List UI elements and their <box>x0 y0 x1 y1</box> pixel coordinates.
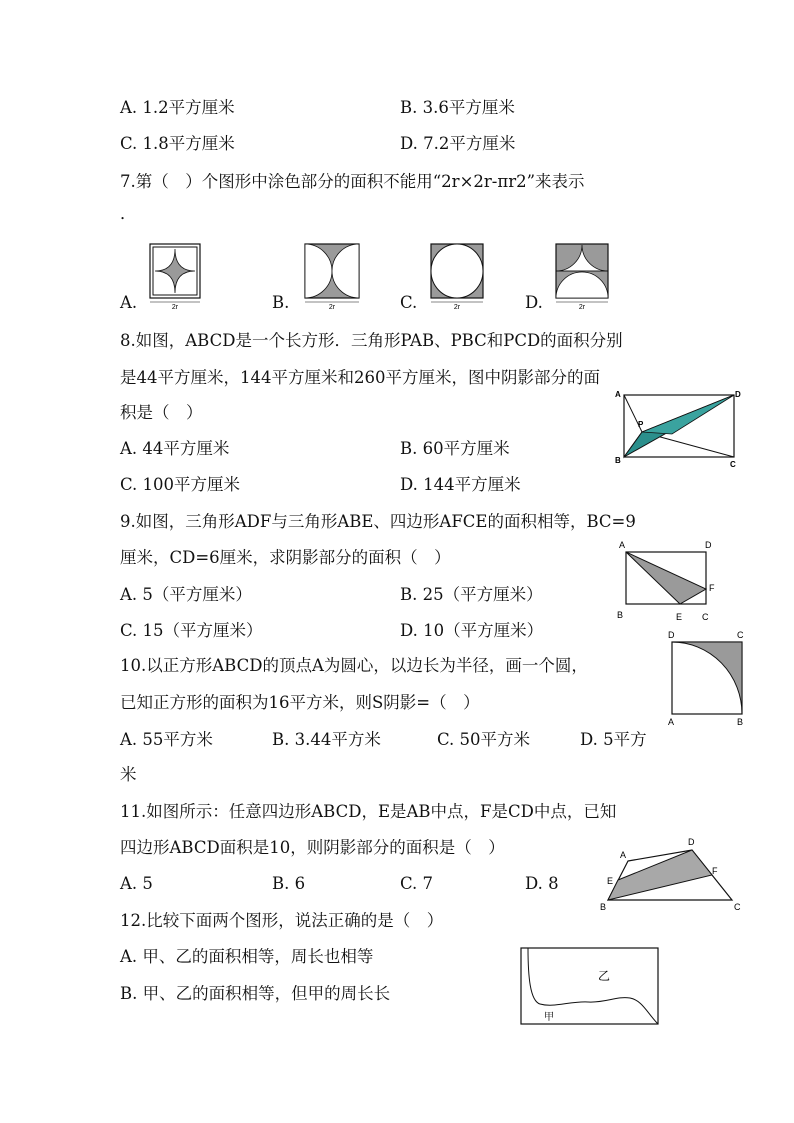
q8-label-p: P <box>638 420 644 429</box>
q10-label-c: C <box>737 630 744 640</box>
q7-figure-a <box>148 242 204 310</box>
q11-option-d: D. 8 <box>525 874 559 893</box>
q11-stem-line2: 四边形ABCD面积是10，则阴影部分的面积是（ ） <box>120 838 505 857</box>
q9-option-a: A. 5（平方厘米） <box>120 585 252 604</box>
q11-stem-line1: 11.如图所示：任意四边形ABCD，E是AB中点，F是CD中点，已知 <box>120 802 617 821</box>
q7-dim-label-b: 2r <box>328 304 336 310</box>
q8-stem-line1: 8.如图，ABCD是一个长方形．三角形PAB、PBC和PCD的面积分别 <box>120 331 623 350</box>
q12-figure <box>518 946 662 1028</box>
q9-label-f: F <box>709 583 715 593</box>
q6-option-a: A. 1.2平方厘米 <box>120 98 235 117</box>
q9-label-e: E <box>676 612 683 622</box>
q10-figure <box>664 626 760 728</box>
q7-figure-c <box>429 242 485 310</box>
q8-option-c: C. 100平方厘米 <box>120 475 241 494</box>
q7-dim-label-a: 2r <box>171 304 179 310</box>
q8-option-b: B. 60平方厘米 <box>400 439 510 458</box>
q8-option-d: D. 144平方厘米 <box>400 475 521 494</box>
q12-label-yi: 乙 <box>598 969 611 983</box>
q11-figure <box>596 834 748 916</box>
q7-stem: 7.第（ ）个图形中涂色部分的面积不能用“2r×2r-πr2”来表示 <box>120 172 585 191</box>
q8-stem-line2: 是44平方厘米，144平方厘米和260平方厘米，图中阴影部分的面 <box>120 368 600 387</box>
q7-dim-label-c: 2r <box>453 304 461 310</box>
q11-label-d: D <box>688 837 695 847</box>
q9-label-d: D <box>705 540 712 550</box>
q7-label-d: D. <box>525 293 543 312</box>
q12-option-b: B. 甲、乙的面积相等，但甲的周长长 <box>120 984 391 1003</box>
q11-option-b: B. 6 <box>272 874 306 893</box>
q9-stem-line2: 厘米，CD=6厘米，求阴影部分的面积（ ） <box>120 548 451 567</box>
q8-stem-line3: 积是（ ） <box>120 403 203 422</box>
q11-option-a: A. 5 <box>120 874 153 893</box>
q6-option-c: C. 1.8平方厘米 <box>120 134 235 153</box>
q6-option-d: D. 7.2平方厘米 <box>400 134 516 153</box>
q9-option-d: D. 10（平方厘米） <box>400 621 544 640</box>
q10-option-b: B. 3.44平方米 <box>272 730 381 749</box>
q11-option-c: C. 7 <box>400 874 434 893</box>
q10-option-d-cont: 米 <box>120 765 137 784</box>
q7-label-b: B. <box>272 293 290 312</box>
q9-option-c: C. 15（平方厘米） <box>120 621 263 640</box>
q8-label-b: B <box>615 456 621 465</box>
q10-stem-line2: 已知正方形的面积为16平方米，则S阴影=（ ） <box>120 693 480 712</box>
q9-label-c: C <box>702 612 709 622</box>
q7-dim-label-d: 2r <box>578 304 586 310</box>
q9-label-a: A <box>619 540 626 550</box>
q7-figure-d <box>554 242 610 310</box>
q12-label-jia: 甲 <box>544 1012 554 1023</box>
q7-figure-b <box>303 242 363 310</box>
q11-label-e: E <box>607 876 614 886</box>
q8-figure <box>612 387 744 473</box>
q8-label-c: C <box>730 460 736 469</box>
q10-option-d: D. 5平方 <box>580 730 647 749</box>
q8-label-d: D <box>735 390 741 399</box>
q8-label-a: A <box>615 390 621 399</box>
q10-option-c: C. 50平方米 <box>437 730 531 749</box>
q9-option-b: B. 25（平方厘米） <box>400 585 543 604</box>
q9-stem-line1: 9.如图，三角形ADF与三角形ABE、四边形AFCE的面积相等，BC=9 <box>120 512 636 531</box>
q7-label-c: C. <box>400 293 418 312</box>
q11-label-b: B <box>600 902 607 912</box>
q7-label-a: A. <box>120 293 138 312</box>
q10-stem-line1: 10.以正方形ABCD的顶点A为圆心，以边长为半径，画一个圆， <box>120 656 588 675</box>
q10-label-b: B <box>737 717 744 727</box>
q11-label-a: A <box>620 850 627 860</box>
q12-option-a: A. 甲、乙的面积相等，周长也相等 <box>120 947 374 966</box>
q11-label-c: C <box>734 902 741 912</box>
q9-figure <box>612 536 722 626</box>
q7-stem-end: ． <box>120 204 137 223</box>
q12-stem: 12.比较下面两个图形，说法正确的是（ ） <box>120 911 444 930</box>
q10-label-d: D <box>668 630 675 640</box>
q10-option-a: A. 55平方米 <box>120 730 213 749</box>
q8-option-a: A. 44平方厘米 <box>120 439 230 458</box>
q9-label-b: B <box>617 610 624 620</box>
q6-option-b: B. 3.6平方厘米 <box>400 98 515 117</box>
q11-label-f: F <box>712 866 718 876</box>
q10-label-a: A <box>668 717 675 727</box>
